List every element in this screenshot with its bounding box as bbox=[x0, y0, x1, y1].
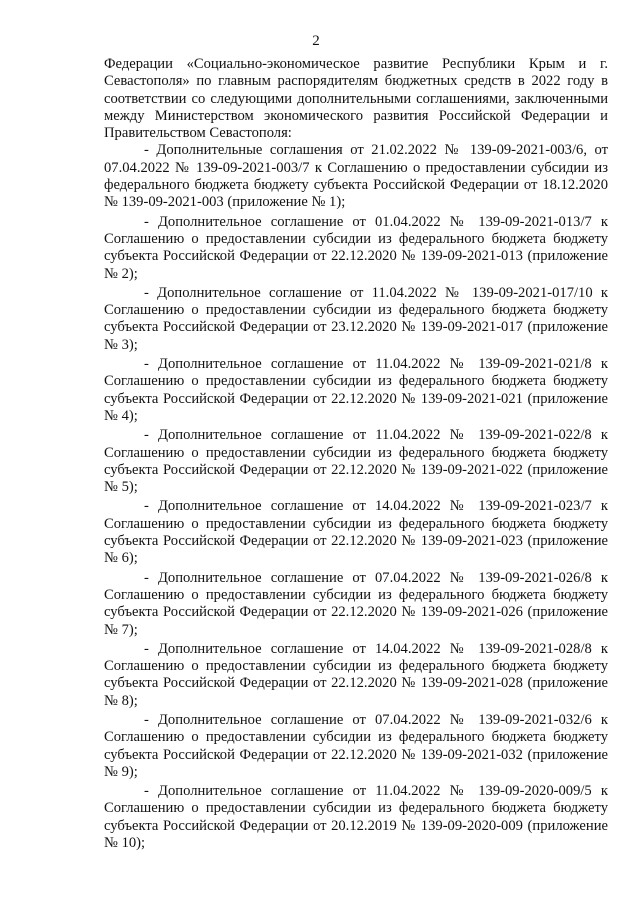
document-body bbox=[104, 56, 608, 852]
agreement-item: - Дополнительное соглашение от 07.04.2022 № 139-09-2021-032/6 к Соглашению о предоставлении субсидии из федерального бюджета бюджету субъекта Российской Федерации от 22.12.2020 № 139-09-2021-032 (приложение № 9); bbox=[104, 711, 608, 780]
agreement-item: - Дополнительное соглашение от 14.04.2022 № 139-09-2021-023/7 к Соглашению о предоставлении субсидии из федерального бюджета бюджету субъекта Российской Федерации от 22.12.2020 № 139-09-2021-023 (приложение № 6); bbox=[104, 498, 608, 567]
agreements-list bbox=[104, 142, 608, 852]
agreement-item: - Дополнительное соглашение от 01.04.2022 № 139-09-2021-013/7 к Соглашению о предоставлении субсидии из федерального бюджета бюджету субъекта Российской Федерации от 22.12.2020 № 139-09-2021-013 (приложение № 2); bbox=[104, 213, 608, 282]
agreement-item: - Дополнительные соглашения от 21.02.2022 № 139-09-2021-003/6, от 07.04.2022 № 139-09-2021-003/7 к Соглашению о предоставлении субсидии из федерального бюджета бюджету субъекта Российской Федерации от 18.12.2020 № 139-09-2021-003 (приложение № 1); bbox=[104, 142, 608, 211]
page-number: 2 bbox=[312, 33, 320, 49]
agreement-item: - Дополнительное соглашение от 11.04.2022 № 139-09-2021-017/10 к Соглашению о предоставлении субсидии из федерального бюджета бюджету субъекта Российской Федерации от 23.12.2020 № 139-09-2021-017 (приложение № 3); bbox=[104, 284, 608, 353]
agreement-item: - Дополнительное соглашение от 14.04.2022 № 139-09-2021-028/8 к Соглашению о предоставлении субсидии из федерального бюджета бюджету субъекта Российской Федерации от 22.12.2020 № 139-09-2021-028 (приложение № 8); bbox=[104, 640, 608, 709]
agreement-item: - Дополнительное соглашение от 07.04.2022 № 139-09-2021-026/8 к Соглашению о предоставлении субсидии из федерального бюджета бюджету субъекта Российской Федерации от 22.12.2020 № 139-09-2021-026 (приложение № 7); bbox=[104, 569, 608, 638]
intro-paragraph: Федерации «Социально-экономическое развитие Республики Крым и г. Севастополя» по главным распорядителям бюджетных средств в 2022 году в соответствии со следующими дополнительными соглашениями, заключенными между Министерством экономического развития Российской Федерации и Правительством Севастополя: bbox=[104, 56, 608, 142]
agreement-item: - Дополнительное соглашение от 11.04.2022 № 139-09-2021-022/8 к Соглашению о предоставлении субсидии из федерального бюджета бюджету субъекта Российской Федерации от 22.12.2020 № 139-09-2021-022 (приложение № 5); bbox=[104, 427, 608, 496]
agreement-item: - Дополнительное соглашение от 11.04.2022 № 139-09-2020-009/5 к Соглашению о предоставлении субсидии из федерального бюджета бюджету субъекта Российской Федерации от 20.12.2019 № 139-09-2020-009 (приложение № 10); bbox=[104, 783, 608, 852]
agreement-item: - Дополнительное соглашение от 11.04.2022 № 139-09-2021-021/8 к Соглашению о предоставлении субсидии из федерального бюджета бюджету субъекта Российской Федерации от 22.12.2020 № 139-09-2021-021 (приложение № 4); bbox=[104, 356, 608, 424]
